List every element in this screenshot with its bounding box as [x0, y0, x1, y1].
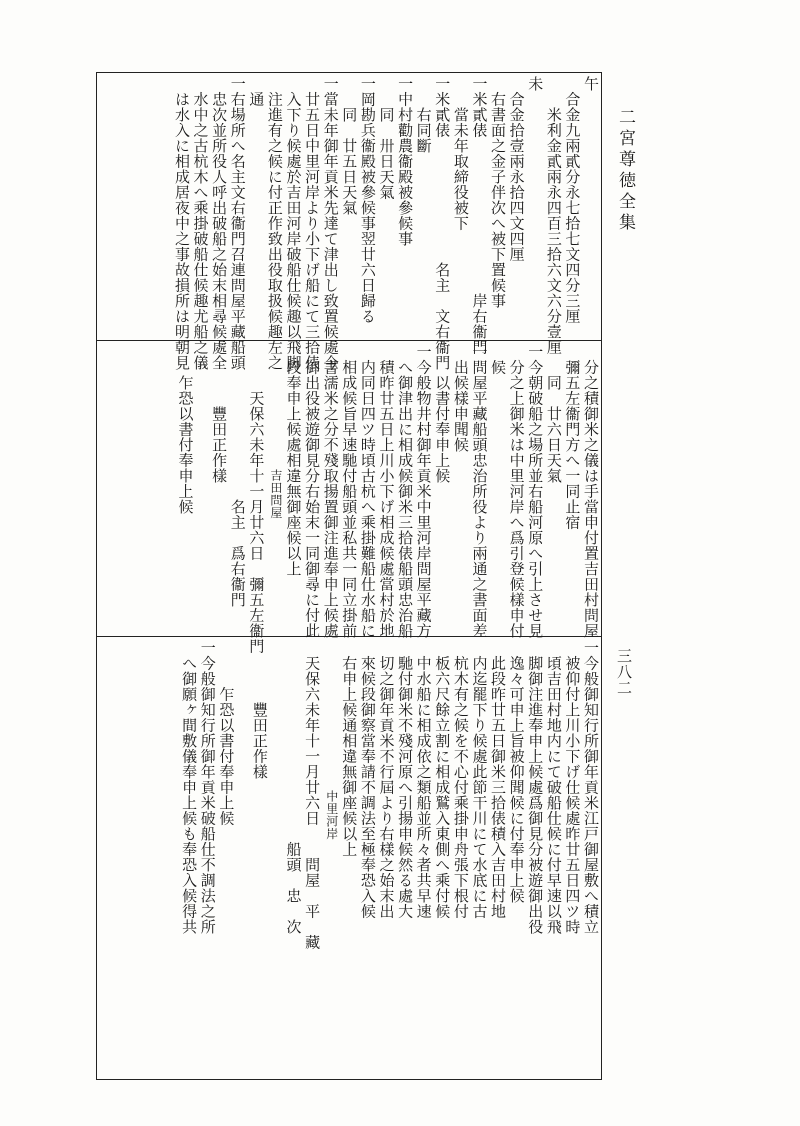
text-column: 豐田正作樣 — [210, 344, 229, 484]
text-column: 一今般御知行所御年貢米破船仕不調法之所 — [198, 640, 217, 935]
text-column: 一右場所へ名主文右衞門召連問屋平藏船頭 — [228, 76, 247, 371]
text-column: 一今般物井村御年貢米中里河岸問屋平藏方 — [414, 344, 433, 639]
text-column: 廿五日中里河岸より小下げ船にて三拾俵 — [303, 76, 322, 371]
text-column: 合金九兩貳分永七拾七文四分三厘 — [563, 76, 582, 324]
text-column: 候 — [489, 344, 508, 375]
column-container-middle — [100, 344, 600, 654]
text-column: 一今般御知行所御年貢米江戸御屋敷へ積立 — [582, 640, 600, 935]
text-column: 書濡米之分不殘取揚置御注進奉申上候處 — [321, 344, 340, 639]
page-number: 三八二 — [615, 648, 633, 696]
column-container-bottom — [100, 640, 598, 1076]
text-column: 以書付奉申上候 — [433, 344, 452, 484]
text-column: 切之御年貢米不行屆より右樣之始末出 — [377, 640, 396, 919]
text-column: へ御願ヶ間敷儀奉申上候も奉恐入候得共 — [180, 640, 199, 935]
text-column: 乍恐以書付奉申上候 — [217, 640, 236, 826]
text-column: 一中村勸農衞殿被參候事 — [396, 76, 415, 247]
text-column: 合金拾壹兩永拾四文四厘 — [507, 76, 526, 262]
text-column: 段奉申上候處相違無御座候以上 — [284, 344, 303, 577]
text-column: 右同斷 — [414, 76, 433, 154]
text-column: 同 廿六日天氣 — [544, 344, 563, 484]
text-column: 彌五左衞門方へ一同止宿 — [563, 344, 582, 530]
text-column: 米利金貳兩永四百三拾六文六分壹厘 — [544, 76, 563, 355]
text-column: 一問屋平藏船頭忠治所役より兩通之書面差 — [470, 344, 489, 639]
text-column: 吉田問屋 — [268, 344, 283, 519]
text-column: 同 卅日天氣 — [377, 76, 396, 200]
text-column — [268, 640, 282, 1076]
text-column: 名主 爲右衞門 — [228, 344, 247, 608]
text-band-top — [100, 76, 600, 371]
text-column: 乍恐以書付奉申上候 — [176, 344, 195, 515]
text-column: 杭木有之候を不心付乘掛申舟張下根付 — [451, 640, 470, 919]
text-column: 板六尺餘立割に相成鷲入東側へ乘付候 — [433, 640, 452, 919]
text-column: 注進有之候に付正作致出役取扱候趣左之 — [265, 76, 284, 371]
text-column: 豐田正作樣 — [250, 640, 269, 780]
text-column: 一當未年御年貢米先達て津出し致置候處今 — [321, 76, 340, 371]
text-column: 忠次並所役人呼出破船之始末相尋候處全 — [210, 76, 229, 371]
column-container-top — [100, 76, 600, 371]
text-column: 馳付御米不殘河原へ引揚申候然る處大 — [396, 640, 415, 919]
text-column: 此段昨廿五日御米三拾俵積入吉田村地 — [489, 640, 508, 919]
text-column: 中水船に相成依之類船並所々者共早速 — [414, 640, 433, 919]
text-column: 同 廿五日天氣 — [340, 76, 359, 216]
text-column: 入下り候處於吉田河岸破船仕候趣以飛脚 — [284, 76, 303, 371]
text-column: 御出役被遊御見分右始末一同御尋に付此 — [303, 344, 322, 639]
text-column: 内迄罷下り候處此節干川にて水底に古 — [470, 640, 489, 919]
text-column: 天保六未年十一月廿六日 彌五左衞門 — [247, 344, 266, 654]
text-column: 來候段御察當奉請不調法至極奉恐入候 — [358, 640, 377, 919]
text-band-bottom — [100, 640, 598, 1076]
text-column — [234, 640, 248, 1076]
text-column: 分之上御米は中里河岸へ爲引登候樣申付 — [507, 344, 526, 639]
text-column: 相成候旨早速馳付船頭並私共一同立掛前 — [340, 344, 359, 639]
text-column — [194, 344, 208, 634]
text-column: 右申上候通相違無御座候以上 — [340, 640, 359, 857]
text-column: 水中之古杭木へ乘掛破船仕候趣尤船之儀 — [191, 76, 210, 371]
text-column: 一米貳俵 名主 文右衞門 — [433, 76, 452, 371]
text-column: 被仰付上川小下げ仕候處昨廿五日四ツ時 — [563, 640, 582, 935]
text-column: 逸々可申上旨被仰聞候に付奉申上候 — [507, 640, 526, 904]
text-column: 頃吉田村地内にて破船仕候に付早速以飛 — [544, 640, 563, 935]
text-column: 通 — [247, 76, 266, 107]
text-column: 天保六未年十一月廿六日 問屋 平 藏 — [303, 640, 322, 950]
text-column: 脚御注進奉申上候處爲御見分被遊御出役 — [526, 640, 545, 935]
text-column: 一米貳俵 岸右衞門 — [470, 76, 489, 355]
text-column: 右書面之金子伴次へ被下置候事 — [489, 76, 508, 309]
text-column: 積昨廿五日上川小下げ相成候處當村於地 — [377, 344, 396, 639]
text-column: 内同日四ツ時頃古杭へ乘掛難船仕水船に — [358, 344, 377, 639]
text-column: 午 — [582, 76, 600, 92]
text-column: は水入に相成居夜中之事故損所は明朝見 — [172, 76, 191, 371]
text-column: 未 — [526, 76, 545, 92]
text-column: 當未年取締役被下 — [451, 76, 470, 231]
text-column: 出候樣申聞候 — [451, 344, 470, 453]
text-column: へ御津出に相成候御米三拾俵船頭忠治船 — [396, 344, 415, 639]
text-column: 分之積御米之儀は手當申付置吉田村問屋 — [582, 344, 600, 639]
text-column: 船頭 忠 次 — [284, 640, 303, 935]
section-divider-top — [96, 340, 602, 341]
text-column: 中里河岸 — [324, 640, 339, 840]
text-column: 一岡勘兵衞殿被參候事翌廿六日歸る — [358, 76, 377, 324]
running-header-title: 二宮尊徳全集 — [615, 108, 635, 234]
text-band-middle — [100, 344, 600, 654]
text-column: 一今朝破船之場所並右船河原へ引上させ見 — [526, 344, 545, 639]
